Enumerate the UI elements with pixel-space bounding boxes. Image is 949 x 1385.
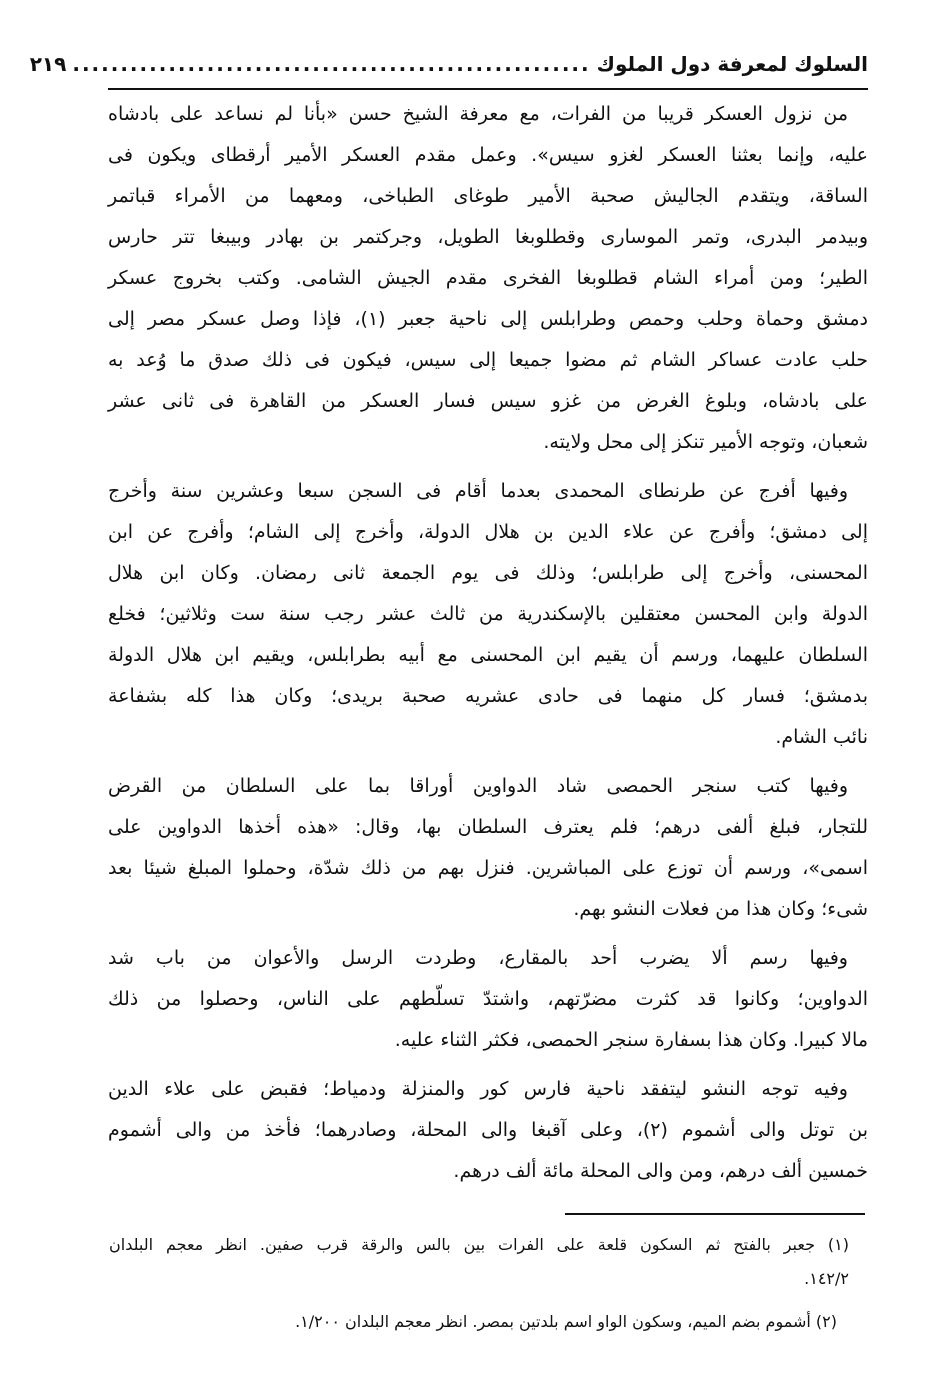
text-line: شىء؛ وكان هذا من فعلات النشو بهم.: [573, 898, 868, 920]
footnote-1-line-2: ١٤٢/٢.: [804, 1269, 849, 1288]
text-line: الدولة وابن المحسن معتقلين بالإسكندرية من ثالث عشر رجب سنة ست وثلاثين؛ فخلع: [108, 603, 868, 625]
text-line: للتجار، فبلغ ألفى درهم؛ فلم يعترف السلطان بها، وقال: «هذه أخذها الدواوين على: [108, 816, 868, 838]
paragraph: [108, 471, 868, 758]
text-line: عليه، وإنما بعثنا العسكر لغزو سيس». وعمل مقدم العسكر الأمير أرقطاى ويكون فى: [108, 144, 868, 166]
text-line: مالا كبيرا. وكان هذا بسفارة سنجر الحمصى، فكثر الثناء عليه.: [394, 1029, 868, 1051]
footnote-2: (٢) أشموم بضم الميم، وسكون الواو اسم بلدتين بمصر. انظر معجم البلدان ١/٢٠٠.: [295, 1312, 837, 1331]
book-title: السلوك لمعرفة دول الملوك: [596, 52, 868, 76]
text-line: المحسنى، وأخرج إلى طرابلس؛ وذلك فى يوم الجمعة ثانى رمضان. وكان ابن هلال: [108, 562, 868, 584]
paragraph: [108, 766, 868, 930]
footnote-1: [109, 1234, 849, 1290]
text-line: من نزول العسكر قريبا من الفرات، مع معرفة الشيخ حسن «بأنا لم نساعد على بادشاه: [108, 103, 848, 125]
text-line: وفيها رسم ألا يضرب أحد بالمقارع، وطردت الرسل والأعوان من باب شد: [108, 947, 848, 969]
book-page: [29, 52, 869, 1192]
text-line: حلب عادت عساكر الشام ثم مضوا جميعا إلى سيس، فيكون فى ذلك صدق ما وُعد به: [108, 349, 868, 371]
text-line: خمسين ألف درهم، ومن والى المحلة مائة ألف درهم.: [453, 1160, 868, 1182]
text-line: وفيه توجه النشو ليتفقد ناحية فارس كور والمنزلة ودمياط؛ فقبض على علاء الدين: [108, 1078, 848, 1100]
text-line: بن توتل والى أشموم (٢)، وعلى آقبغا والى المحلة، وصادرهما؛ فأخذ من والى أشموم: [108, 1119, 868, 1141]
running-header: [29, 52, 868, 90]
paragraph: [108, 938, 868, 1061]
paragraph: [108, 1069, 868, 1192]
header-leader-dots: ......................................................: [72, 52, 591, 76]
text-line: الطير؛ ومن أمراء الشام قطلوبغا الفخرى مقدم الجيش الشامى. وكتب بخروج عسكر: [108, 267, 868, 289]
paragraph: [108, 94, 868, 463]
text-line: دمشق وحماة وحلب وحمص وطرابلس إلى ناحية جعبر (١)، فإذا وصل عسكر مصر إلى: [108, 308, 869, 330]
text-line: إلى دمشق؛ وأفرج عن علاء الدين بن هلال الدولة، وأخرج إلى الشام؛ وأفرج عن ابن: [108, 521, 868, 543]
page-number: ٢١٩: [29, 52, 67, 76]
text-line: اسمى»، ورسم أن توزع على المباشرين. فنزل بهم من ذلك شدّة، وحملوا المبلغ شيئا بعد: [108, 857, 868, 879]
main-text: [108, 94, 868, 1192]
text-line: نائب الشام.: [775, 726, 868, 748]
footnote-separator: [565, 1213, 865, 1215]
text-line: على بادشاه، وبلوغ الغرض من غزو سيس فسار العسكر من القاهرة فى ثانى عشر: [108, 390, 868, 412]
text-line: وبيدمر البدرى، وتمر الموسارى وقطلوبغا الطويل، وجركتمر بن بهادر وبيبغا تتر حارس: [108, 226, 868, 248]
text-line: بدمشق؛ فسار كل منهما فى حادى عشريه صحبة بريدى؛ وكان هذا كله بشفاعة: [108, 685, 868, 707]
text-line: وفيها كتب سنجر الحمصى شاد الدواوين أوراقا بما على السلطان من القرض: [108, 775, 848, 797]
text-line: السلطان عليهما، ورسم أن يقيم ابن المحسنى مع أبيه بطرابلس، ويقيم ابن هلال الدولة: [108, 644, 868, 666]
text-line: شعبان، وتوجه الأمير تنكز إلى محل ولايته.: [543, 431, 868, 453]
text-line: الدواوين؛ وكانوا قد كثرت مضرّتهم، واشتدّ تسلّطهم على الناس، وحصلوا من ذلك: [108, 988, 868, 1010]
text-line: وفيها أفرج عن طرنطاى المحمدى بعدما أقام فى السجن سبعا وعشرين سنة وأخرج: [108, 480, 848, 502]
footnote-1-line-1: (١) جعبر بالفتح ثم السكون قلعة على الفرات بين بالس والرقة قرب صفين. انظر معجم البلدان: [109, 1235, 849, 1254]
text-line: الساقة، ويتقدم الجاليش صحبة الأمير طوغاى الطباخى، ومعهما من الأمراء قباتمر: [108, 185, 868, 207]
